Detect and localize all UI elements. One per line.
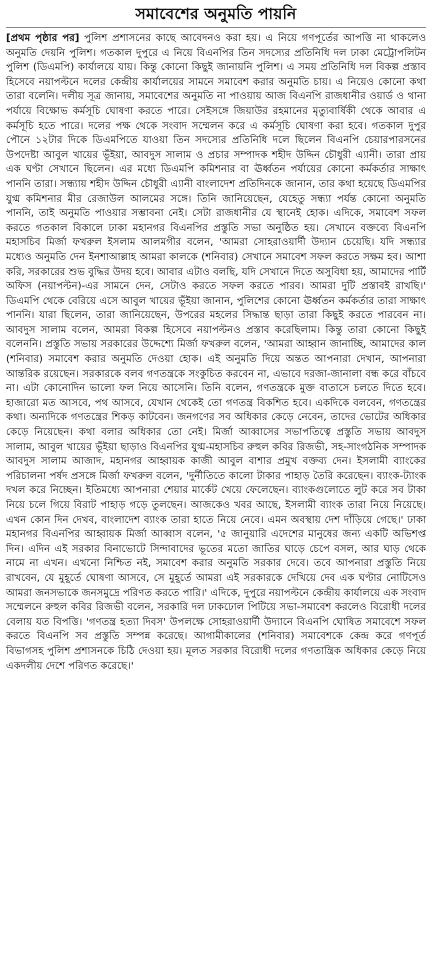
continued-from-front-page-label: [প্রথম পৃষ্ঠার পর] — [6, 33, 80, 44]
article-body-text: পুলিশ প্রশাসনের কাছে আবেদনও করা হয়। এ নিয়ে গণপূর্তের আপত্তি না থাকলেও অনুমতি দেয়নি পুলিশ। গতকাল দুপুরে এ নিয়ে বিএনপির তিন সদস্যের প্রতিনিধি দল ঢাকা মেট্রোপলিটন পুলিশ (ডিএমপি) কার্যালয়ে যায়। কিন্তু কোনো কিছুই জানায়নি পুলিশ। এ সময় প্রতিনিধি দল বিকল্প প্রস্তাব হিসেবে নয়াপল্টনে দলের কেন্দ্রীয় কার্যালয়ের সামনে সমাবেশ করার অনুমতি চায়। এ নিয়েও কোনো কথা তারা বলেনি। দলীয় সূত্র জানায়, সমাবেশের অনুমতি না পাওয়ায় আজ বিএনপি রাজধানীর ওয়ার্ড ও থানা পর্যায়ে বিক্ষোভ কর্মসূচি ঘোষণা করতে পারে। সেইসঙ্গে জিয়াউর রহমানের মৃত্যুবার্ষিকী থেকে আবার এ কর্মসূচি হতে পারে। দলের পক্ষ থেকে সংবাদ সম্মেলন করে এ কর্মসূচি ঘোষণা করা হবে। গতকাল দুপুর পৌনে ১২টার দিকে ডিএমপিতে যাওয়া তিন সদস্যের প্রতিনিধি দলে ছিলেন বিএনপি চেয়ারপারসনের উপদেষ্টা আবুল খায়ের ভূঁইয়া, আবদুস সালাম ও প্রচার সম্পাদক শহীদ উদ্দিন চৌধুরী এ্যানী। তারা প্রায় এক ঘণ্টা সেখানে ছিলেন। এর মধ্যে ডিএমপি কমিশনার বা ঊর্ধ্বতন পর্যায়ের কোনো কর্মকর্তার সাক্ষাৎ পাননি তারা। সন্ধ্যায় শহীদ উদ্দিন চৌধুরী এ্যানী বাংলাদেশ প্রতিদিনকে জানান, তার কথা হয়েছে ডিএমপির যুগ্ম কমিশনার মীর রেজাউল আলমের সঙ্গে। তিনি জানিয়েছেন, যেহেতু সন্ধ্যা পর্যন্ত কোনো অনুমতি পাননি, তাই অনুমতি পাওয়ার সম্ভাবনা নেই। সেটা রাজধানীর যে স্থানেই হোক। এদিকে, সমাবেশ সফল করতে গতকাল বিকালে ঢাকা মহানগর বিএনপির প্রস্তুতি সভা অনুষ্ঠিত হয়। সেখানে বক্তব্যে বিএনপি মহাসচিব মির্জা ফখরুল ইসলাম আলমগীর বলেন, 'আমরা সোহরাওয়ার্দী উদ্যান চেয়েছি। যদি সন্ধ্যার মধ্যেও অনুমতি দেন ইনশাআল্লাহ আমরা কালকে (শনিবার) সেখানে সমাবেশ সফল করতে সক্ষম হব। আশা করি, সরকারের শুভ বুদ্ধির উদয় হবে। আবার এটাও বলছি, যদি সেখানে দিতে অসুবিধা হয়, আমাদের পার্টি অফিস (নয়াপল্টন)-এর সামনে দেন, সেটাও করতে সফল করতে পারব। আমরা দুটি প্রস্তাবই রাখছি।' ডিএমপি থেকে বেরিয়ে এসে আবুল খায়ের ভূঁইয়া জানান, পুলিশের কোনো ঊর্ধ্বতন কর্মকর্তার তারা সাক্ষাৎ পাননি। যারা ছিলেন, তারা জানিয়েছেন, উপরের মহলের সিদ্ধান্ত ছাড়া তারা কিছুই করতে পারবেন না। আবদুস সালাম বলেন, আমরা বিকল্প হিসেবে নয়াপল্টনও প্রস্তাব করেছিলাম। কিন্তু তারা কোনো কিছুই বলেননি। প্রস্তুতি সভায় সরকারের উদ্দেশ্যে মির্জা ফখরুল বলেন, 'আমরা আহ্বান জানাচ্ছি, আমাদের কাল (শনিবার) সমাবেশ করার অনুমতি দেওয়া হোক। এই অনুমতি দিয়ে অন্তত আপনারা দেখান, আপনারা আন্তরিক রয়েছেন। সরকারকে বলব গণতন্ত্রকে সংকুচিত করবেন না, এভাবে দরজা-জানালা বন্ধ করে বাঁচবে না। এটা কোনোদিন ভালো ফল নিয়ে আসেনি। তিনি বলেন, গণতন্ত্রকে মুক্ত বাতাসে চলতে দিতে হবে। হাজারো মত আসবে, পথ আসবে, যেখান থেকেই তো গণতন্ত্র বিকশিত হবে। একদিকে বলবেন, গণতন্ত্রের কথা। অন্যদিকে গণতন্ত্রের শিকড় কাটবেন। জনগণের সব অধিকার কেড়ে নেবেন, তাদের ভোটের অধিকার কেড়ে নিয়েছেন। কথা বলার অধিকার তো নেই। মির্জা আব্বাসের সভাপতিত্বে প্রস্তুতি সভায় আবদুস সালাম, আবুল খায়ের ভূঁইয়া ছাড়াও বিএনপির যুগ্ম-মহাসচিব রুহুল কবির রিজভী, সহ-সাংগঠনিক সম্পাদক আবদুস সালাম আজাদ, মহানগর আহ্বায়ক কাজী আবুল বাশার প্রমুখ বক্তব্য দেন। ইসলামী ব্যাংকের পরিচালনা পর্ষদ প্রসঙ্গে মির্জা ফখরুল বলেন, 'দুর্নীতিতে কালো টাকার পাহাড় তৈরি করেছেন। ব্যাংক-ট্যাংক দখল করে নিচ্ছেন। ইতিমধ্যে আপনারা শেয়ার মার্কেট খেয়ে ফেলেছেন। ব্যাংকগুলোতে লুট করে সব টাকা নিয়ে চলে গিয়ে বিরাট পাহাড় গড়ে তুলছেন। আজকেও খবর আছে, ইসলামী ব্যাংক তারা নিয়ে নিয়েছে। এখন কোন দিন দেখব, বাংলাদেশ ব্যাংক তারা হাতে নিয়ে নেবে। এমন অবস্থায় দেশ দাঁড়িয়ে গেছে।' ঢাকা মহানগর বিএনপির আহ্বায়ক মির্জা আব্বাস বলেন, '৫ জানুয়ারি এদেশের মানুষের জন্য একটি অভিশপ্ত দিন। এদিন এই সরকার বিনাভোটে সিন্দাবাদের ভূতের মতো জাতির ঘাড়ে চেপে বসল, আর ঘাড় থেকে নামে না এখন। এখনো নিশ্চিত নই, সমাবেশ করার অনুমতি সরকার দেবে। তবে আপনারা প্রস্তুতি নিয়ে রাখবেন, যে মুহূর্তে ঘোষণা আসবে, সে মুহূর্তে আমরা এই সরকারকে দেখিয়ে দেব এক ঘণ্টার নোটিসেও আমরা জনসভাকে জনসমুদ্রে পরিণত করতে পারি।' এদিকে, দুপুরে নয়াপল্টনে কেন্দ্রীয় কার্যালয়ে এক সংবাদ সম্মেলনে রুহুল কবির রিজভী বলেন, সরকারি দল ঢাকঢোল পিটিয়ে সভা-সমাবেশ করলেও বিরোধী দলের বেলায় যত বিপত্তি। 'গণতন্ত্র হত্যা দিবস' উপলক্ষে সোহরাওয়ার্দী উদ্যানে বিএনপি ঘোষিত সমাবেশে সফল করতে বিএনপি সব প্রস্তুতি সম্পন্ন করেছে। আগামীকালের (শনিবার) সমাবেশকে কেন্দ্র করে গণপূর্ত বিভাগসহ পুলিশ প্রশাসনকে চিঠি দেওয়া হয়। মূলত সরকার বিরোধী দলের গণতান্ত্রিক অধিকার কেড়ে নিয়ে একদলীয় দেশে পরিণত করেছে।' — [6, 33, 427, 672]
article-headline: সমাবেশের অনুমতি পায়নি — [6, 4, 426, 28]
article-body — [6, 32, 426, 674]
